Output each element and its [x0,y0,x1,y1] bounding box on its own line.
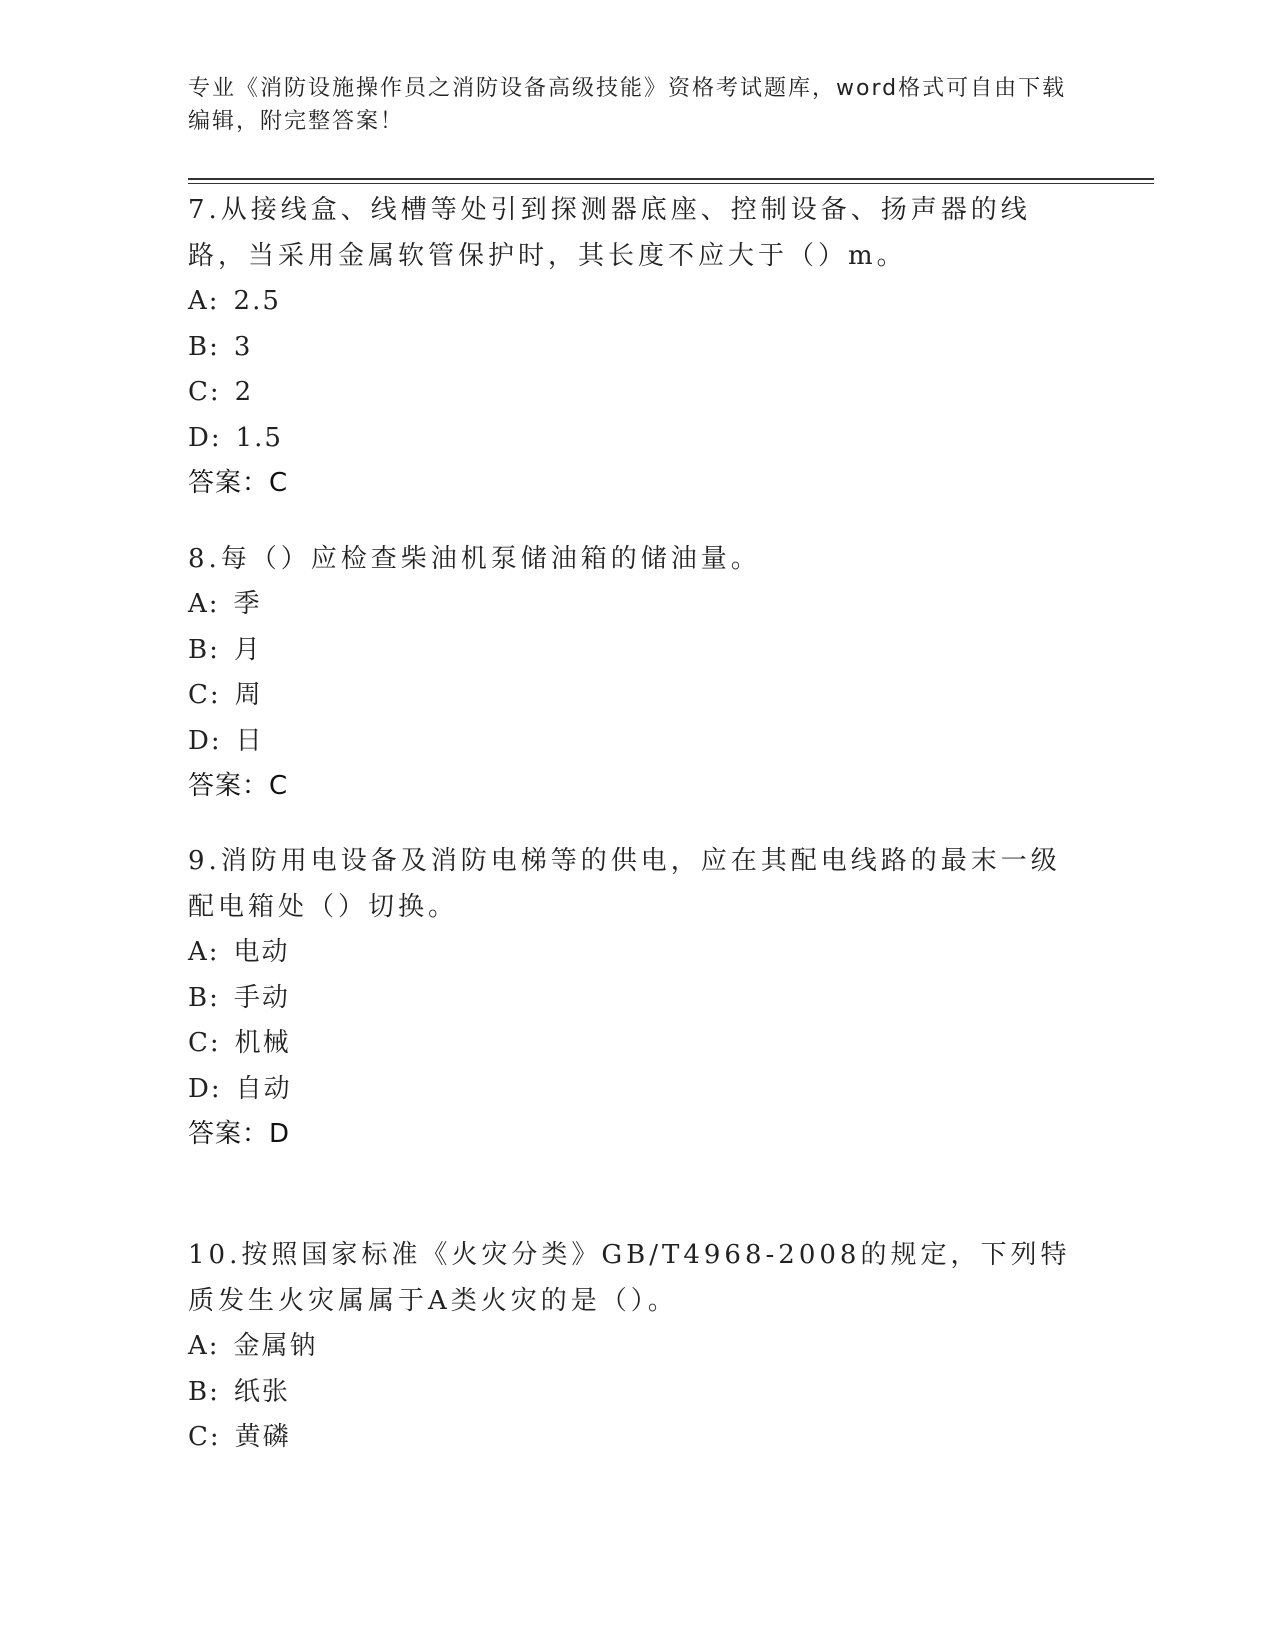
option-b [188,976,1088,1022]
option-text: 3 [233,331,253,362]
option-letter: A: [188,1331,220,1361]
option-letter: C: [188,1422,221,1452]
option-a [188,1324,1088,1370]
option-text: 1.5 [235,422,283,453]
option-c [188,673,1088,719]
option-text: 机械 [234,1028,291,1058]
option-a [188,582,1088,628]
option-c [188,370,1088,416]
header-divider-thin [188,183,1154,184]
option-text: 自动 [235,1073,292,1104]
option-text: 电动 [233,937,290,967]
option-text: 日 [235,725,264,756]
option-text: 纸张 [233,1376,290,1407]
answer-value: D [269,1119,291,1149]
option-c [188,1021,1088,1067]
answer-label: 答案： [188,771,270,801]
option-text: 手动 [233,982,290,1013]
option-letter: B: [188,1376,220,1407]
option-letter: C: [188,680,221,710]
option-letter: D: [188,1073,222,1104]
header-divider-thick [188,178,1154,180]
option-a [188,930,1088,976]
question-7 [188,187,1088,507]
answer-label: 答案： [188,468,270,498]
option-letter: B: [188,331,220,362]
option-letter: A: [188,937,220,967]
option-d [188,1067,1088,1113]
question-9 [188,838,1088,1158]
answer-line [188,1112,1088,1158]
question-stem: 10.按照国家标准《火灾分类》GB/T4968-2008的规定，下列特质发生火灾属属于A类火灾的是（）。 [188,1240,1071,1316]
question-10 [188,1232,1088,1461]
option-letter: B: [188,982,220,1013]
answer-label: 答案： [188,1119,270,1149]
option-text: 月 [233,634,262,665]
answer-value: C [269,468,289,498]
option-b [188,1370,1088,1416]
option-letter: C: [188,1028,221,1058]
option-a [188,279,1088,325]
option-text: 金属钠 [233,1331,318,1361]
option-letter: C: [188,377,221,407]
option-b [188,628,1088,674]
answer-value: C [269,771,289,801]
option-text: 周 [234,680,263,710]
question-8 [188,536,1088,810]
option-text: 2.5 [233,286,281,316]
option-letter: B: [188,634,220,665]
option-d [188,719,1088,765]
question-stem: 8.每（）应检查柴油机泵储油箱的储油量。 [188,544,761,574]
option-letter: D: [188,422,222,453]
option-text: 黄磷 [234,1422,291,1452]
answer-line [188,461,1088,507]
option-letter: A: [188,286,220,316]
option-letter: D: [188,725,222,756]
option-c [188,1415,1088,1461]
question-stem: 7.从接线盒、线槽等处引到探测器底座、控制设备、扬声器的线路，当采用金属软管保护时，其长度不应大于（）m。 [188,195,1031,271]
option-d [188,416,1088,462]
question-stem: 9.消防用电设备及消防电梯等的供电，应在其配电线路的最末一级配电箱处（）切换。 [188,846,1061,922]
option-text: 2 [234,377,254,407]
option-b [188,325,1088,371]
document-header: 专业《消防设施操作员之消防设备高级技能》资格考试题库，word格式可自由下载编辑，附完整答案！ [188,76,1067,134]
option-letter: A: [188,589,220,619]
option-text: 季 [233,589,262,619]
answer-line [188,764,1088,810]
